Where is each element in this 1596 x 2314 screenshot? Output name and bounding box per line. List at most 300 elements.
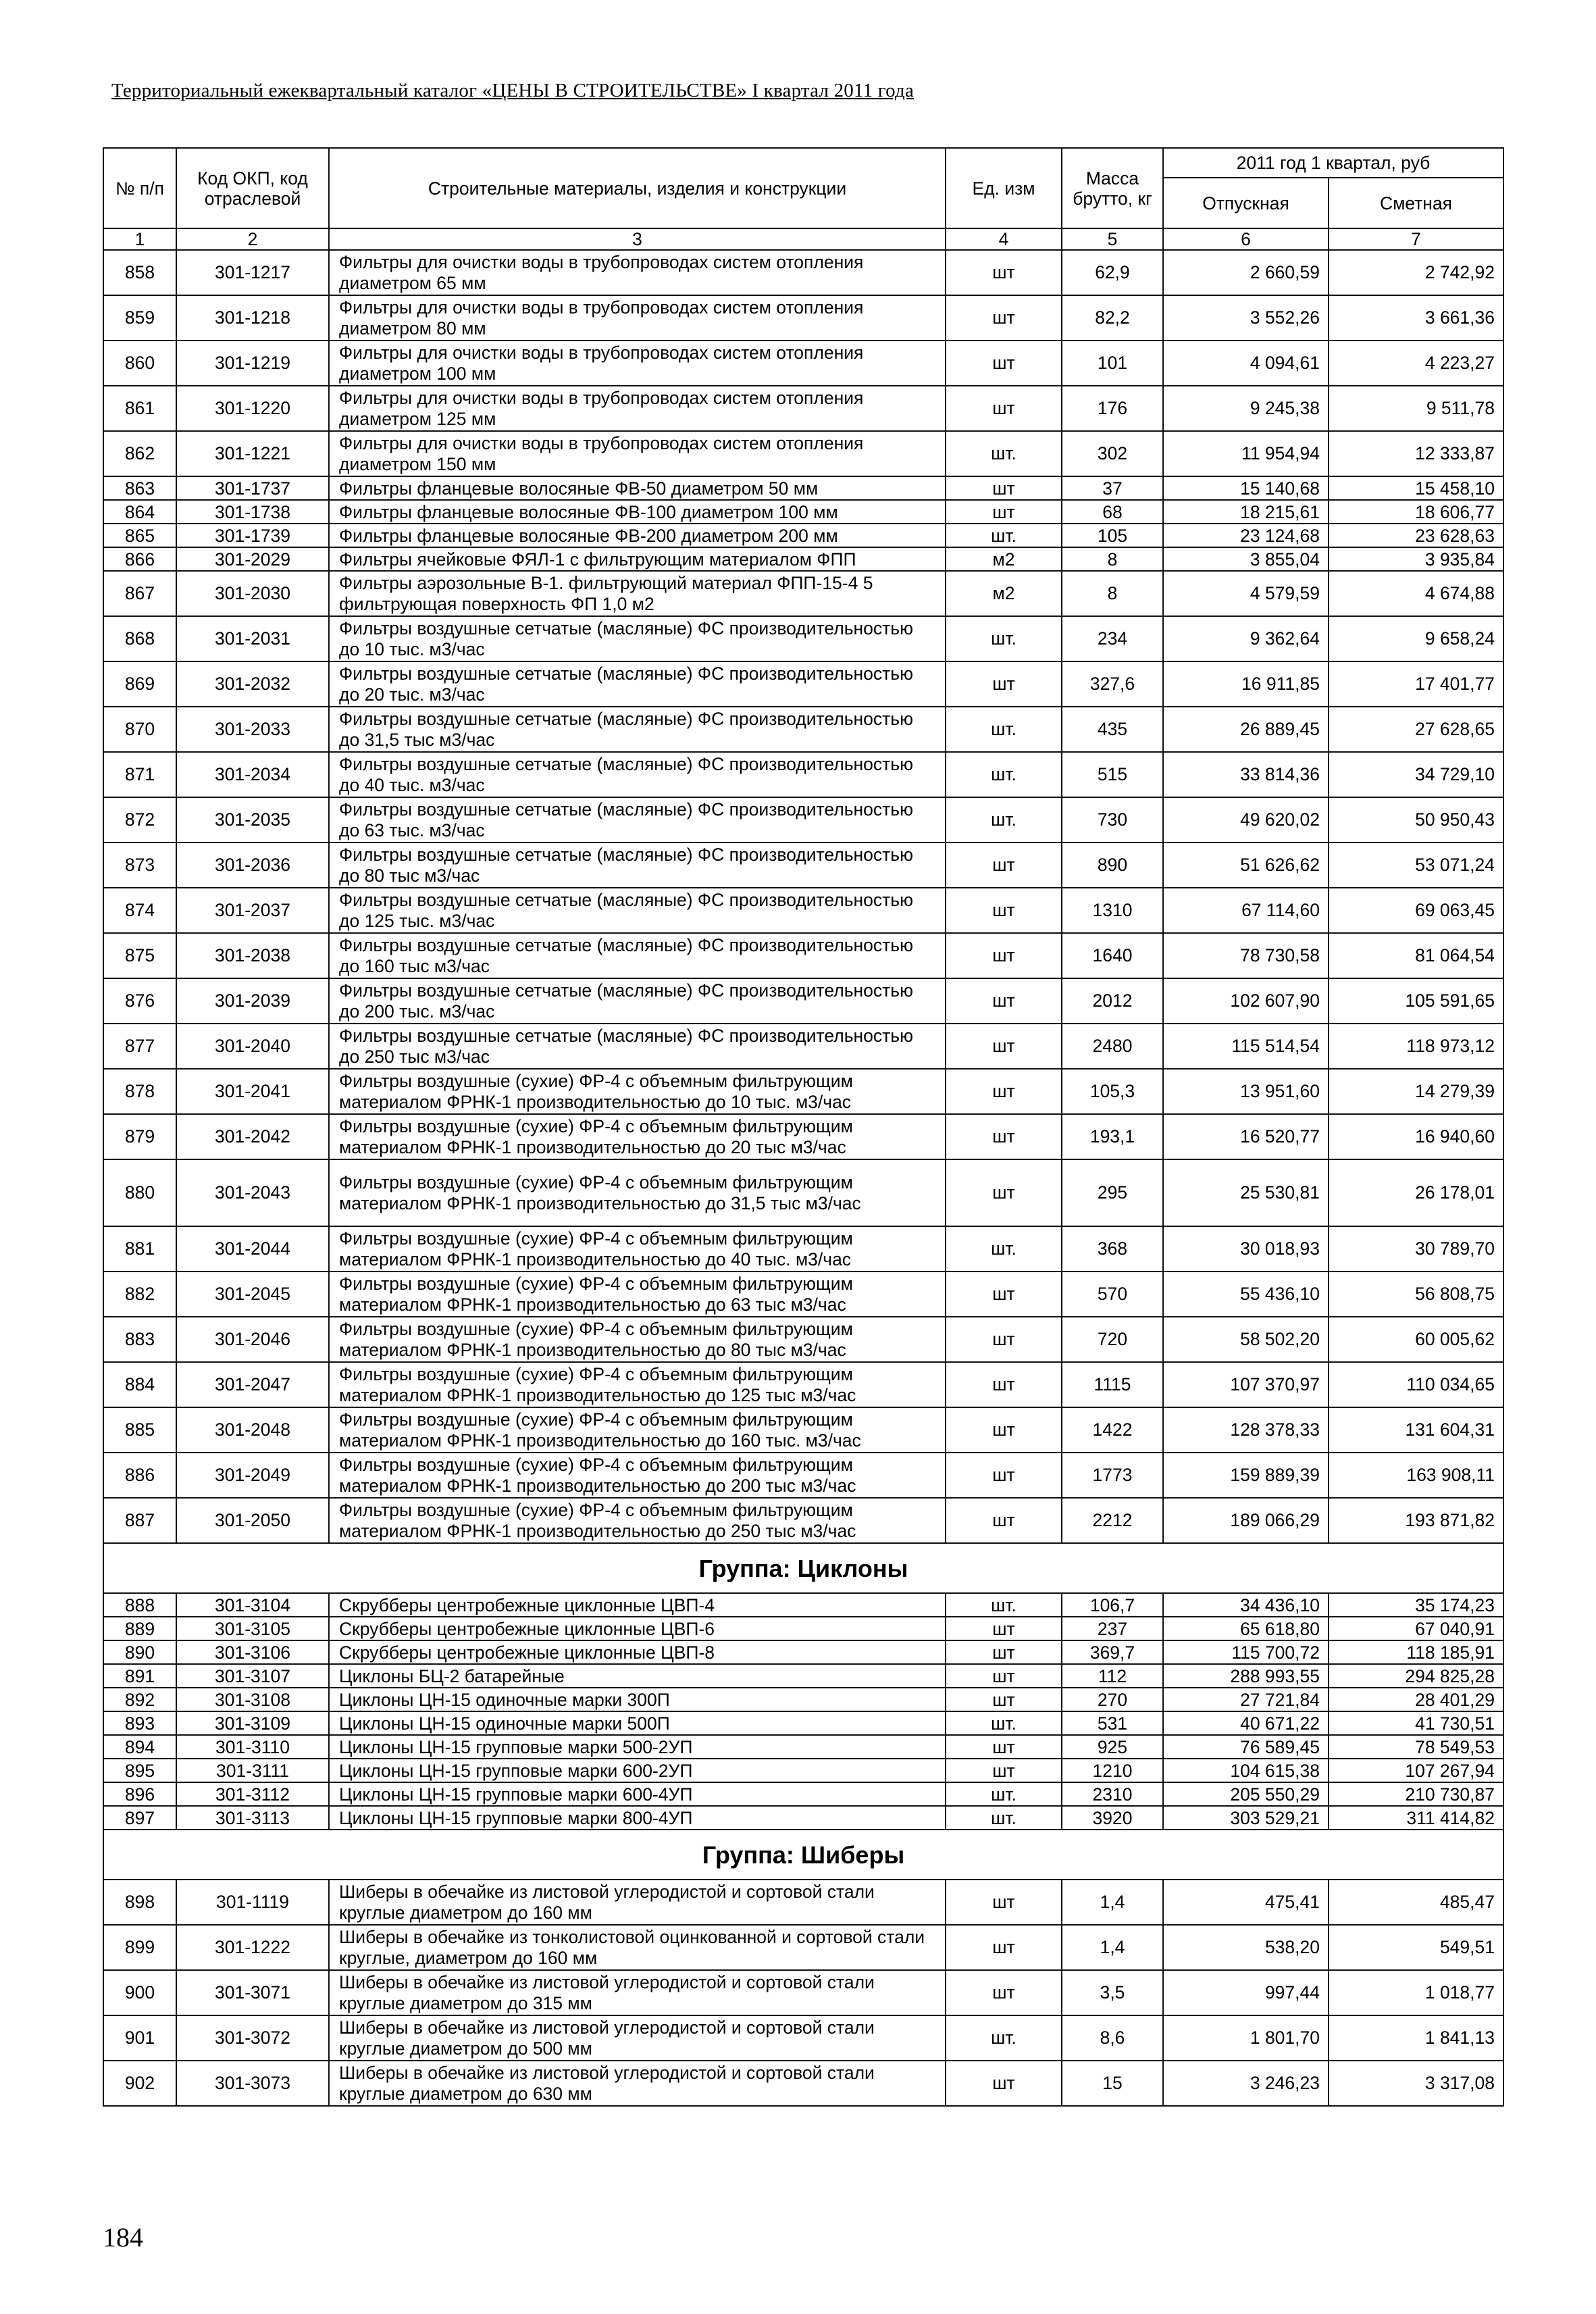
row-name: Фильтры воздушные (сухие) ФР-4 с объемным фильтрующим материалом ФРНК-1 производительностью до 40 тыс. м3/час [329, 1226, 946, 1272]
row-number: 899 [103, 1925, 176, 1970]
row-mass: 515 [1062, 752, 1163, 797]
table-row [103, 571, 1503, 616]
table-row [103, 978, 1503, 1024]
row-mass: 237 [1062, 1617, 1163, 1640]
row-wholesale: 16 520,77 [1163, 1114, 1329, 1159]
row-estimate: 41 730,51 [1329, 1711, 1503, 1735]
row-wholesale: 538,20 [1163, 1925, 1329, 1970]
row-estimate: 311 414,82 [1329, 1806, 1503, 1830]
row-mass: 570 [1062, 1272, 1163, 1317]
row-number: 863 [103, 476, 176, 500]
row-name: Циклоны ЦН-15 одиночные марки 300П [329, 1688, 946, 1711]
row-number: 873 [103, 842, 176, 888]
row-name: Шиберы в обечайке из тонколистовой оцинкованной и сортовой стали круглые, диаметром до 160 мм [329, 1925, 946, 1970]
row-estimate: 4 674,88 [1329, 571, 1503, 616]
row-mass: 327,6 [1062, 661, 1163, 707]
row-unit: шт [946, 1617, 1062, 1640]
table-row [103, 888, 1503, 933]
row-code: 301-3109 [176, 1711, 329, 1735]
row-estimate: 78 549,53 [1329, 1735, 1503, 1759]
row-number: 885 [103, 1407, 176, 1453]
table-row [103, 1735, 1503, 1759]
row-mass: 82,2 [1062, 295, 1163, 341]
table-row [103, 2061, 1503, 2106]
row-wholesale: 78 730,58 [1163, 933, 1329, 978]
row-number: 879 [103, 1114, 176, 1159]
row-number: 867 [103, 571, 176, 616]
row-name: Фильтры воздушные (сухие) ФР-4 с объемным фильтрующим материалом ФРНК-1 производительностью до 20 тыс м3/час [329, 1114, 946, 1159]
row-mass: 2310 [1062, 1782, 1163, 1806]
row-name: Скрубберы центробежные циклонные ЦВП-4 [329, 1593, 946, 1617]
row-unit: шт [946, 1735, 1062, 1759]
row-code: 301-2040 [176, 1024, 329, 1069]
row-code: 301-2031 [176, 616, 329, 661]
column-number: 5 [1062, 228, 1163, 250]
row-number: 861 [103, 386, 176, 431]
row-mass: 369,7 [1062, 1640, 1163, 1664]
row-name: Циклоны БЦ-2 батарейные [329, 1664, 946, 1688]
row-unit: шт. [946, 707, 1062, 752]
row-wholesale: 128 378,33 [1163, 1407, 1329, 1453]
row-number: 889 [103, 1617, 176, 1640]
row-estimate: 549,51 [1329, 1925, 1503, 1970]
row-mass: 1,4 [1062, 1925, 1163, 1970]
row-wholesale: 13 951,60 [1163, 1069, 1329, 1114]
row-estimate: 30 789,70 [1329, 1226, 1503, 1272]
row-number: 864 [103, 500, 176, 524]
row-number: 858 [103, 250, 176, 295]
row-estimate: 28 401,29 [1329, 1688, 1503, 1711]
row-wholesale: 3 246,23 [1163, 2061, 1329, 2106]
row-code: 301-2034 [176, 752, 329, 797]
column-number: 4 [946, 228, 1062, 250]
row-mass: 435 [1062, 707, 1163, 752]
row-name: Фильтры аэрозольные В-1. фильтрующий материал ФПП-15-4 5 фильтрующая поверхность ФП 1,0 м2 [329, 571, 946, 616]
row-estimate: 81 064,54 [1329, 933, 1503, 978]
column-number: 7 [1329, 228, 1503, 250]
row-estimate: 3 317,08 [1329, 2061, 1503, 2106]
row-number: 902 [103, 2061, 176, 2106]
row-wholesale: 16 911,85 [1163, 661, 1329, 707]
row-wholesale: 997,44 [1163, 1970, 1329, 2015]
row-estimate: 17 401,77 [1329, 661, 1503, 707]
row-unit: шт [946, 1688, 1062, 1711]
row-number: 878 [103, 1069, 176, 1114]
row-code: 301-3106 [176, 1640, 329, 1664]
row-code: 301-3105 [176, 1617, 329, 1640]
row-code: 301-2033 [176, 707, 329, 752]
table-row [103, 295, 1503, 341]
row-number: 884 [103, 1362, 176, 1407]
row-unit: шт [946, 933, 1062, 978]
row-unit: шт [946, 1759, 1062, 1782]
row-unit: шт [946, 1317, 1062, 1362]
row-code: 301-2041 [176, 1069, 329, 1114]
row-number: 900 [103, 1970, 176, 2015]
row-mass: 720 [1062, 1317, 1163, 1362]
row-name: Циклоны ЦН-15 групповые марки 600-2УП [329, 1759, 946, 1782]
table-row [103, 1880, 1503, 1925]
row-code: 301-1220 [176, 386, 329, 431]
row-estimate: 67 040,91 [1329, 1617, 1503, 1640]
row-mass: 105 [1062, 524, 1163, 547]
row-code: 301-2050 [176, 1498, 329, 1543]
row-unit: шт [946, 1159, 1062, 1226]
row-name: Фильтры воздушные сетчатые (масляные) ФС производительностью до 40 тыс. м3/час [329, 752, 946, 797]
row-code: 301-1738 [176, 500, 329, 524]
row-mass: 193,1 [1062, 1114, 1163, 1159]
row-unit: шт. [946, 797, 1062, 842]
col-header-num: № п/п [103, 148, 176, 228]
row-wholesale: 3 552,26 [1163, 295, 1329, 341]
row-wholesale: 475,41 [1163, 1880, 1329, 1925]
row-wholesale: 30 018,93 [1163, 1226, 1329, 1272]
row-name: Фильтры для очистки воды в трубопроводах систем отопления диаметром 125 мм [329, 386, 946, 431]
row-unit: шт [946, 978, 1062, 1024]
row-wholesale: 115 514,54 [1163, 1024, 1329, 1069]
row-code: 301-3071 [176, 1970, 329, 2015]
row-code: 301-1217 [176, 250, 329, 295]
table-row [103, 524, 1503, 547]
row-wholesale: 33 814,36 [1163, 752, 1329, 797]
row-name: Фильтры воздушные (сухие) ФР-4 с объемным фильтрующим материалом ФРНК-1 производительностью до 125 тыс м3/час [329, 1362, 946, 1407]
row-mass: 295 [1062, 1159, 1163, 1226]
row-name: Циклоны ЦН-15 одиночные марки 500П [329, 1711, 946, 1735]
row-unit: шт [946, 2061, 1062, 2106]
row-estimate: 69 063,45 [1329, 888, 1503, 933]
row-name: Фильтры воздушные сетчатые (масляные) ФС производительностью до 31,5 тыс м3/час [329, 707, 946, 752]
row-number: 865 [103, 524, 176, 547]
row-wholesale: 9 362,64 [1163, 616, 1329, 661]
row-code: 301-2035 [176, 797, 329, 842]
row-estimate: 9 658,24 [1329, 616, 1503, 661]
row-mass: 1422 [1062, 1407, 1163, 1453]
group-heading-dampers: Группа: Шиберы [103, 1830, 1503, 1880]
row-wholesale: 58 502,20 [1163, 1317, 1329, 1362]
row-number: 895 [103, 1759, 176, 1782]
row-estimate: 34 729,10 [1329, 752, 1503, 797]
row-mass: 531 [1062, 1711, 1163, 1735]
row-mass: 1115 [1062, 1362, 1163, 1407]
row-unit: шт. [946, 752, 1062, 797]
row-mass: 890 [1062, 842, 1163, 888]
row-wholesale: 55 436,10 [1163, 1272, 1329, 1317]
row-estimate: 163 908,11 [1329, 1453, 1503, 1498]
row-wholesale: 9 245,38 [1163, 386, 1329, 431]
group-heading-dampers-row [103, 1830, 1503, 1880]
row-mass: 8,6 [1062, 2015, 1163, 2061]
row-number: 860 [103, 341, 176, 386]
row-number: 877 [103, 1024, 176, 1069]
row-wholesale: 34 436,10 [1163, 1593, 1329, 1617]
row-estimate: 105 591,65 [1329, 978, 1503, 1024]
row-mass: 368 [1062, 1226, 1163, 1272]
row-wholesale: 49 620,02 [1163, 797, 1329, 842]
col-header-name: Строительные материалы, изделия и конструкции [329, 148, 946, 228]
page-number: 184 [103, 2222, 143, 2253]
row-mass: 2212 [1062, 1498, 1163, 1543]
table-row [103, 1925, 1503, 1970]
row-wholesale: 11 954,94 [1163, 431, 1329, 476]
row-name: Фильтры воздушные сетчатые (масляные) ФС производительностью до 10 тыс. м3/час [329, 616, 946, 661]
table-row [103, 341, 1503, 386]
row-unit: шт. [946, 1226, 1062, 1272]
row-name: Фильтры воздушные сетчатые (масляные) ФС производительностью до 20 тыс. м3/час [329, 661, 946, 707]
group-heading-cyclones-row [103, 1543, 1503, 1593]
row-wholesale: 189 066,29 [1163, 1498, 1329, 1543]
row-name: Фильтры воздушные (сухие) ФР-4 с объемным фильтрующим материалом ФРНК-1 производительностью до 250 тыс м3/час [329, 1498, 946, 1543]
table-row [103, 1806, 1503, 1830]
row-code: 301-2044 [176, 1226, 329, 1272]
row-estimate: 210 730,87 [1329, 1782, 1503, 1806]
row-estimate: 60 005,62 [1329, 1317, 1503, 1362]
col-header-wholesale: Отпускная [1163, 178, 1329, 228]
row-name: Фильтры воздушные (сухие) ФР-4 с объемным фильтрующим материалом ФРНК-1 производительностью до 63 тыс м3/час [329, 1272, 946, 1317]
row-mass: 2012 [1062, 978, 1163, 1024]
row-name: Скрубберы центробежные циклонные ЦВП-8 [329, 1640, 946, 1664]
row-unit: шт. [946, 616, 1062, 661]
table-row [103, 1498, 1503, 1543]
row-unit: шт [946, 1362, 1062, 1407]
catalog-header: Территориальный ежеквартальный каталог «ЦЕНЫ В СТРОИТЕЛЬСТВЕ» I квартал 2011 года [111, 80, 915, 101]
row-name: Фильтры фланцевые волосяные ФВ-200 диаметром 200 мм [329, 524, 946, 547]
row-code: 301-2049 [176, 1453, 329, 1498]
col-header-period: 2011 год 1 квартал, руб [1163, 148, 1503, 178]
table-row [103, 752, 1503, 797]
table-row [103, 500, 1503, 524]
row-name: Фильтры воздушные сетчатые (масляные) ФС производительностью до 250 тыс м3/час [329, 1024, 946, 1069]
table-row [103, 1664, 1503, 1688]
row-code: 301-2046 [176, 1317, 329, 1362]
row-unit: шт [946, 1664, 1062, 1688]
table-row [103, 1593, 1503, 1617]
row-mass: 302 [1062, 431, 1163, 476]
row-code: 301-3110 [176, 1735, 329, 1759]
row-mass: 3,5 [1062, 1970, 1163, 2015]
row-estimate: 485,47 [1329, 1880, 1503, 1925]
row-mass: 101 [1062, 341, 1163, 386]
row-estimate: 4 223,27 [1329, 341, 1503, 386]
row-number: 893 [103, 1711, 176, 1735]
row-mass: 15 [1062, 2061, 1163, 2106]
row-code: 301-1218 [176, 295, 329, 341]
row-mass: 1773 [1062, 1453, 1163, 1498]
table-row [103, 1782, 1503, 1806]
row-name: Фильтры для очистки воды в трубопроводах систем отопления диаметром 80 мм [329, 295, 946, 341]
row-wholesale: 1 801,70 [1163, 2015, 1329, 2061]
row-number: 886 [103, 1453, 176, 1498]
row-unit: шт [946, 1114, 1062, 1159]
table-row [103, 1640, 1503, 1664]
row-code: 301-3107 [176, 1664, 329, 1688]
row-unit: шт [946, 888, 1062, 933]
row-code: 301-2037 [176, 888, 329, 933]
row-unit: шт [946, 386, 1062, 431]
row-code: 301-3073 [176, 2061, 329, 2106]
table-row [103, 1069, 1503, 1114]
row-name: Шиберы в обечайке из листовой углеродистой и сортовой стали круглые диаметром до 630 мм [329, 2061, 946, 2106]
row-code: 301-2038 [176, 933, 329, 978]
row-unit: шт [946, 1880, 1062, 1925]
row-number: 868 [103, 616, 176, 661]
row-code: 301-3113 [176, 1806, 329, 1830]
row-mass: 68 [1062, 500, 1163, 524]
row-estimate: 14 279,39 [1329, 1069, 1503, 1114]
row-estimate: 18 606,77 [1329, 500, 1503, 524]
table-row [103, 1024, 1503, 1069]
row-estimate: 2 742,92 [1329, 250, 1503, 295]
row-mass: 234 [1062, 616, 1163, 661]
row-estimate: 107 267,94 [1329, 1759, 1503, 1782]
row-estimate: 118 185,91 [1329, 1640, 1503, 1664]
row-unit: шт [946, 1272, 1062, 1317]
row-name: Циклоны ЦН-15 групповые марки 800-4УП [329, 1806, 946, 1830]
table-row [103, 797, 1503, 842]
row-number: 876 [103, 978, 176, 1024]
row-wholesale: 104 615,38 [1163, 1759, 1329, 1782]
row-mass: 730 [1062, 797, 1163, 842]
row-wholesale: 67 114,60 [1163, 888, 1329, 933]
row-estimate: 35 174,23 [1329, 1593, 1503, 1617]
table-row [103, 1226, 1503, 1272]
row-wholesale: 27 721,84 [1163, 1688, 1329, 1711]
row-estimate: 53 071,24 [1329, 842, 1503, 888]
row-number: 898 [103, 1880, 176, 1925]
row-code: 301-2030 [176, 571, 329, 616]
row-name: Шиберы в обечайке из листовой углеродистой и сортовой стали круглые диаметром до 500 мм [329, 2015, 946, 2061]
row-wholesale: 3 855,04 [1163, 547, 1329, 571]
row-wholesale: 76 589,45 [1163, 1735, 1329, 1759]
row-name: Фильтры воздушные сетчатые (масляные) ФС производительностью до 125 тыс. м3/час [329, 888, 946, 933]
row-estimate: 50 950,43 [1329, 797, 1503, 842]
row-number: 888 [103, 1593, 176, 1617]
table-row [103, 431, 1503, 476]
row-wholesale: 303 529,21 [1163, 1806, 1329, 1830]
row-number: 901 [103, 2015, 176, 2061]
table-body [103, 250, 1503, 2106]
column-number: 6 [1163, 228, 1329, 250]
row-unit: шт. [946, 524, 1062, 547]
row-number: 869 [103, 661, 176, 707]
row-wholesale: 4 579,59 [1163, 571, 1329, 616]
column-number: 3 [329, 228, 946, 250]
row-mass: 1210 [1062, 1759, 1163, 1782]
row-number: 866 [103, 547, 176, 571]
row-estimate: 15 458,10 [1329, 476, 1503, 500]
row-name: Фильтры воздушные сетчатые (масляные) ФС производительностью до 200 тыс. м3/час [329, 978, 946, 1024]
row-name: Фильтры воздушные (сухие) ФР-4 с объемным фильтрующим материалом ФРНК-1 производительностью до 10 тыс. м3/час [329, 1069, 946, 1114]
row-name: Фильтры воздушные (сухие) ФР-4 с объемным фильтрующим материалом ФРНК-1 производительностью до 31,5 тыс м3/час [329, 1159, 946, 1226]
row-code: 301-2045 [176, 1272, 329, 1317]
row-number: 874 [103, 888, 176, 933]
row-unit: шт. [946, 1782, 1062, 1806]
row-name: Шиберы в обечайке из листовой углеродистой и сортовой стали круглые диаметром до 160 мм [329, 1880, 946, 1925]
row-wholesale: 65 618,80 [1163, 1617, 1329, 1640]
row-unit: шт [946, 842, 1062, 888]
table-row [103, 1970, 1503, 2015]
row-estimate: 9 511,78 [1329, 386, 1503, 431]
row-estimate: 27 628,65 [1329, 707, 1503, 752]
table-row [103, 386, 1503, 431]
row-mass: 8 [1062, 571, 1163, 616]
table-row [103, 1317, 1503, 1362]
row-code: 301-3072 [176, 2015, 329, 2061]
row-code: 301-1737 [176, 476, 329, 500]
table-row [103, 476, 1503, 500]
row-wholesale: 40 671,22 [1163, 1711, 1329, 1735]
row-name: Шиберы в обечайке из листовой углеродистой и сортовой стали круглые диаметром до 315 мм [329, 1970, 946, 2015]
row-estimate: 12 333,87 [1329, 431, 1503, 476]
row-code: 301-1222 [176, 1925, 329, 1970]
row-number: 871 [103, 752, 176, 797]
table-row [103, 1617, 1503, 1640]
row-mass: 270 [1062, 1688, 1163, 1711]
row-name: Фильтры воздушные сетчатые (масляные) ФС производительностью до 160 тыс м3/час [329, 933, 946, 978]
row-name: Фильтры для очистки воды в трубопроводах систем отопления диаметром 65 мм [329, 250, 946, 295]
row-wholesale: 102 607,90 [1163, 978, 1329, 1024]
column-number-row [103, 228, 1503, 250]
table-row [103, 707, 1503, 752]
row-wholesale: 51 626,62 [1163, 842, 1329, 888]
row-unit: шт [946, 1925, 1062, 1970]
row-unit: шт. [946, 1711, 1062, 1735]
row-wholesale: 15 140,68 [1163, 476, 1329, 500]
row-wholesale: 23 124,68 [1163, 524, 1329, 547]
row-number: 883 [103, 1317, 176, 1362]
row-unit: шт. [946, 1593, 1062, 1617]
row-name: Фильтры фланцевые волосяные ФВ-50 диаметром 50 мм [329, 476, 946, 500]
table-row [103, 547, 1503, 571]
row-code: 301-2029 [176, 547, 329, 571]
row-estimate: 193 871,82 [1329, 1498, 1503, 1543]
table-row [103, 1453, 1503, 1498]
row-code: 301-2036 [176, 842, 329, 888]
row-unit: шт [946, 295, 1062, 341]
row-number: 872 [103, 797, 176, 842]
row-name: Фильтры фланцевые волосяные ФВ-100 диаметром 100 мм [329, 500, 946, 524]
row-mass: 105,3 [1062, 1069, 1163, 1114]
row-mass: 3920 [1062, 1806, 1163, 1830]
col-header-unit: Ед. изм [946, 148, 1062, 228]
row-unit: шт [946, 476, 1062, 500]
row-unit: шт [946, 1970, 1062, 2015]
row-code: 301-3112 [176, 1782, 329, 1806]
row-name: Фильтры воздушные сетчатые (масляные) ФС производительностью до 80 тыс м3/час [329, 842, 946, 888]
row-code: 301-2032 [176, 661, 329, 707]
row-mass: 1310 [1062, 888, 1163, 933]
row-number: 870 [103, 707, 176, 752]
row-mass: 8 [1062, 547, 1163, 571]
row-unit: шт [946, 661, 1062, 707]
row-estimate: 118 973,12 [1329, 1024, 1503, 1069]
row-unit: шт [946, 1069, 1062, 1114]
group-heading-cyclones: Группа: Циклоны [103, 1543, 1503, 1593]
row-unit: шт [946, 1498, 1062, 1543]
row-wholesale: 115 700,72 [1163, 1640, 1329, 1664]
row-number: 894 [103, 1735, 176, 1759]
row-mass: 1640 [1062, 933, 1163, 978]
row-number: 890 [103, 1640, 176, 1664]
row-name: Фильтры воздушные (сухие) ФР-4 с объемным фильтрующим материалом ФРНК-1 производительностью до 200 тыс м3/час [329, 1453, 946, 1498]
row-mass: 62,9 [1062, 250, 1163, 295]
price-table [103, 147, 1504, 2107]
row-estimate: 110 034,65 [1329, 1362, 1503, 1407]
row-code: 301-1219 [176, 341, 329, 386]
row-name: Фильтры ячейковые ФЯЛ-1 с фильтрующим материалом ФПП [329, 547, 946, 571]
row-unit: шт [946, 1640, 1062, 1664]
row-name: Фильтры для очистки воды в трубопроводах систем отопления диаметром 150 мм [329, 431, 946, 476]
row-code: 301-2042 [176, 1114, 329, 1159]
